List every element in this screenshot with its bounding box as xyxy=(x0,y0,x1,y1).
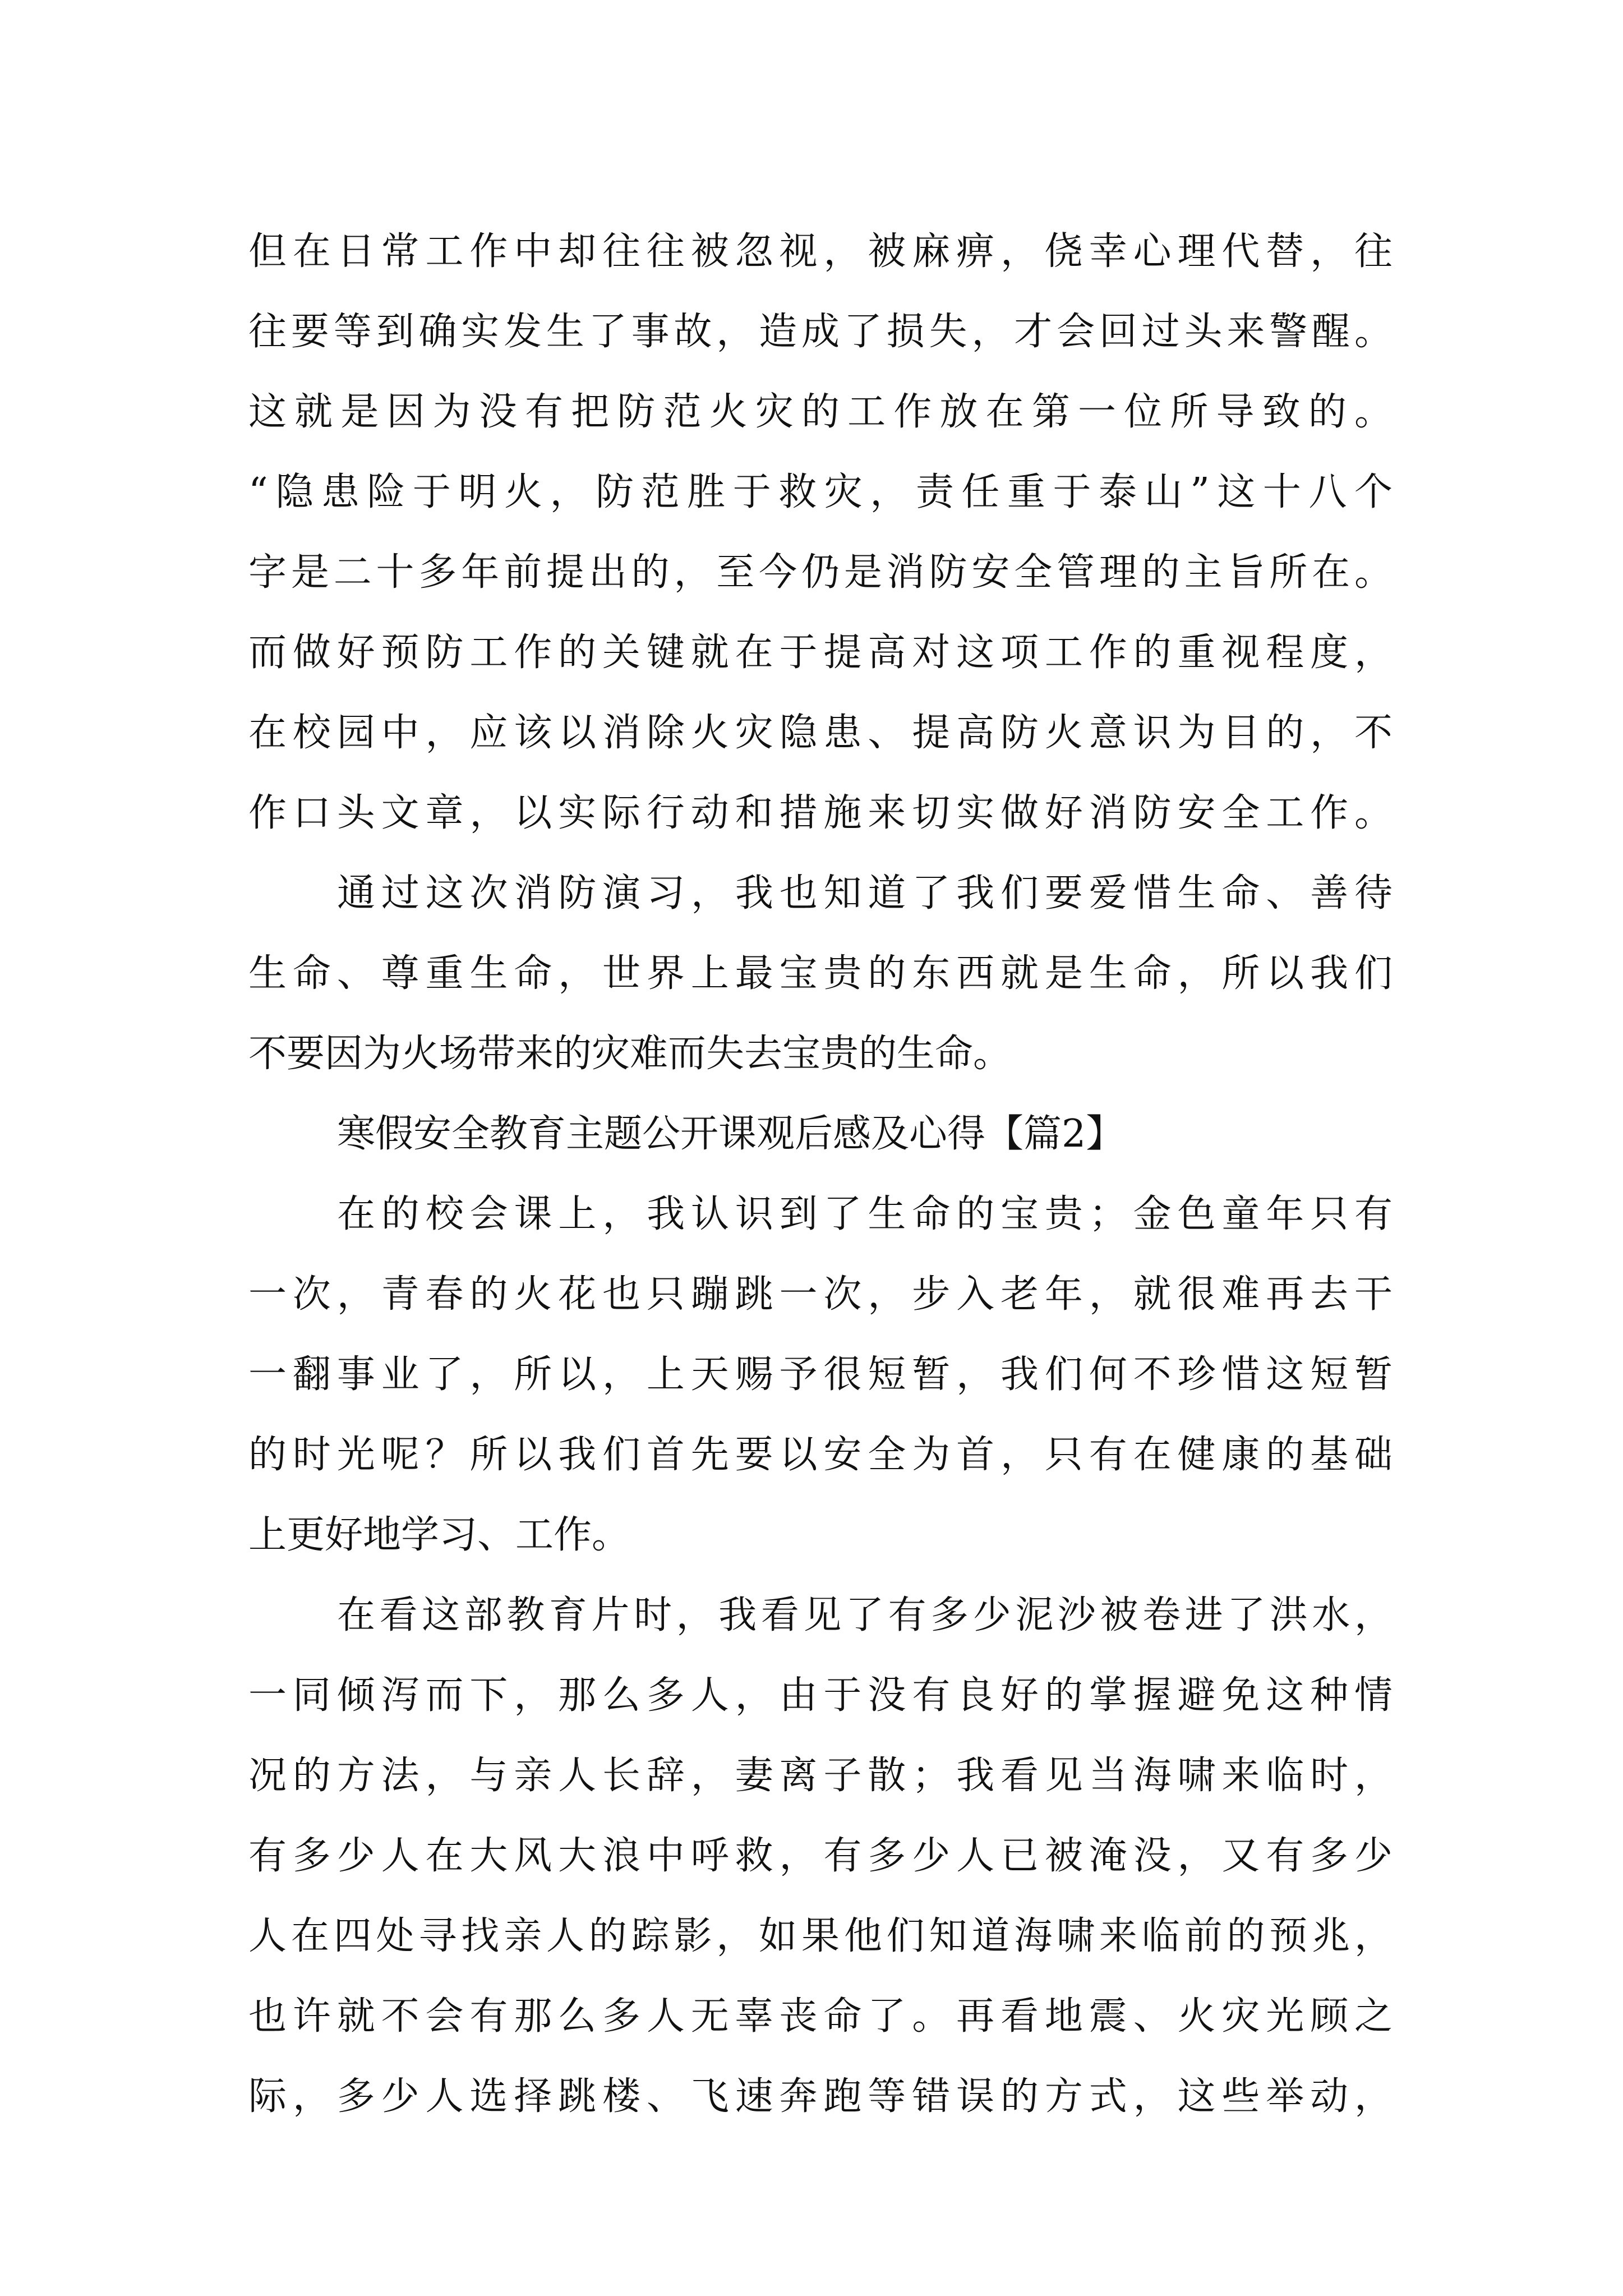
text-line: 际，多少人选择跳楼、飞速奔跑等错误的方式，这些举动， xyxy=(248,2074,1393,2119)
text-line: 人在四处寻找亲人的踪影，如果他们知道海啸来临前的预兆， xyxy=(248,1914,1393,1958)
section-heading: 寒假安全教育主题公开课观后感及心得【篇2】 xyxy=(337,1112,1124,1156)
text-line: 的时光呢？所以我们首先要以安全为首，只有在健康的基础 xyxy=(248,1433,1393,1477)
text-line: 字是二十多年前提出的，至今仍是消防安全管理的主旨所在。 xyxy=(248,550,1393,595)
text-line: 而做好预防工作的关键就在于提高对这项工作的重视程度， xyxy=(248,631,1393,675)
text-line: 往要等到确实发生了事故，造成了损失，才会回过头来警醒。 xyxy=(248,310,1393,354)
text-line: 在校园中，应该以消除火灾隐患、提高防火意识为目的，不 xyxy=(248,711,1393,755)
text-line: 这就是因为没有把防范火灾的工作放在第一位所导致的。 xyxy=(248,390,1393,434)
text-line: 一同倾泻而下，那么多人，由于没有良好的掌握避免这种情 xyxy=(248,1673,1393,1718)
text-line: 但在日常工作中却往往被忽视，被麻痹，侥幸心理代替，往 xyxy=(248,229,1393,274)
text-line: 上更好地学习、工作。 xyxy=(248,1513,630,1557)
text-line: “隐患险于明火，防范胜于救灾，责任重于泰山”这十八个 xyxy=(248,470,1393,514)
text-line: 况的方法，与亲人长辞，妻离子散；我看见当海啸来临时， xyxy=(248,1754,1393,1798)
text-line: 有多少人在大风大浪中呼救，有多少人已被淹没，又有多少 xyxy=(248,1834,1393,1878)
paragraph-first-line: 在看这部教育片时，我看见了有多少泥沙被卷进了洪水， xyxy=(337,1593,1393,1637)
text-line: 不要因为火场带来的灾难而失去宝贵的生命。 xyxy=(248,1032,1012,1076)
text-line: 生命、尊重生命，世界上最宝贵的东西就是生命，所以我们 xyxy=(248,951,1393,996)
text-line: 也许就不会有那么多人无辜丧命了。再看地震、火灾光顾之 xyxy=(248,1994,1393,2039)
text-line: 一次，青春的火花也只蹦跳一次，步入老年，就很难再去干 xyxy=(248,1272,1393,1317)
paragraph-first-line: 在的校会课上，我认识到了生命的宝贵；金色童年只有 xyxy=(337,1192,1393,1236)
text-line: 作口头文章，以实际行动和措施来切实做好消防安全工作。 xyxy=(248,791,1393,835)
text-line: 一翻事业了，所以，上天赐予很短暂，我们何不珍惜这短暂 xyxy=(248,1352,1393,1397)
paragraph-first-line: 通过这次消防演习，我也知道了我们要爱惜生命、善待 xyxy=(337,871,1393,915)
document-body xyxy=(248,211,1393,2137)
